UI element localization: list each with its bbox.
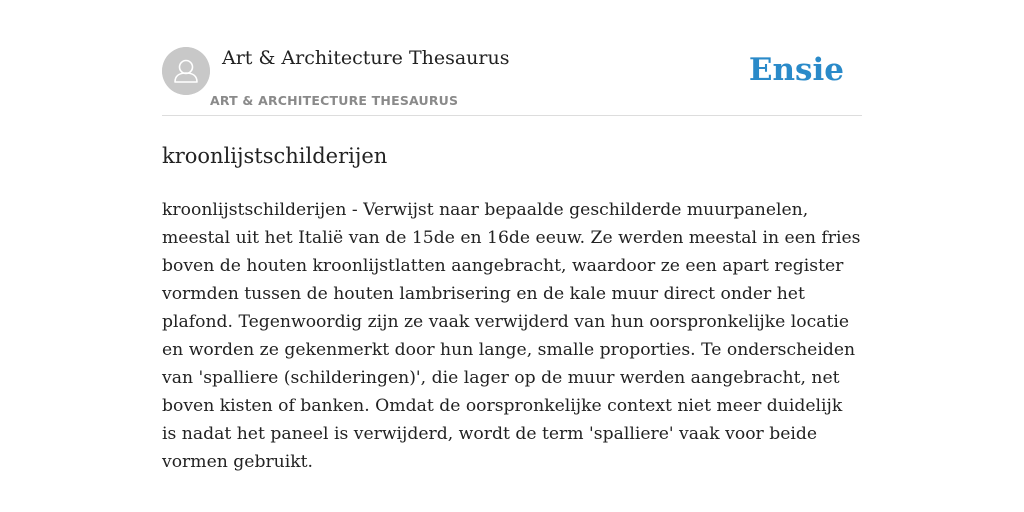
card-header — [162, 40, 862, 116]
term-title: kroonlijstschilderijen — [162, 144, 388, 168]
definition-card — [162, 40, 862, 476]
author-subtitle: ART & ARCHITECTURE THESAURUS — [210, 93, 459, 108]
term-definition: kroonlijstschilderijen - Verwijst naar bepaalde geschilderde muurpanelen, meestal uit het Italië van de 15de en 16de eeuw. Ze werden meestal in een fries boven de houten kroonlijstlatten aangebracht, waardoor ze een apart register vormden tussen de houten lambrisering en de kale muur direct onder het plafond. Tegenwoordig zijn ze vaak verwijderd van hun oorspronkelijke locatie en worden ze gekenmerkt door hun lange, smalle proporties. Te onderscheiden van 'spalliere (schilderingen)', die lager op de muur werden aangebracht, net boven kisten of banken. Omdat de oorspronkelijke context niet meer duidelijk is nadat het paneel is verwijderd, wordt de term 'spalliere' vaak voor beide vormen gebruikt. — [162, 200, 861, 472]
user-avatar-icon[interactable] — [162, 47, 210, 95]
ensie-logo[interactable]: Ensie — [748, 52, 844, 88]
author-name[interactable]: Art & Architecture Thesaurus — [222, 47, 510, 69]
